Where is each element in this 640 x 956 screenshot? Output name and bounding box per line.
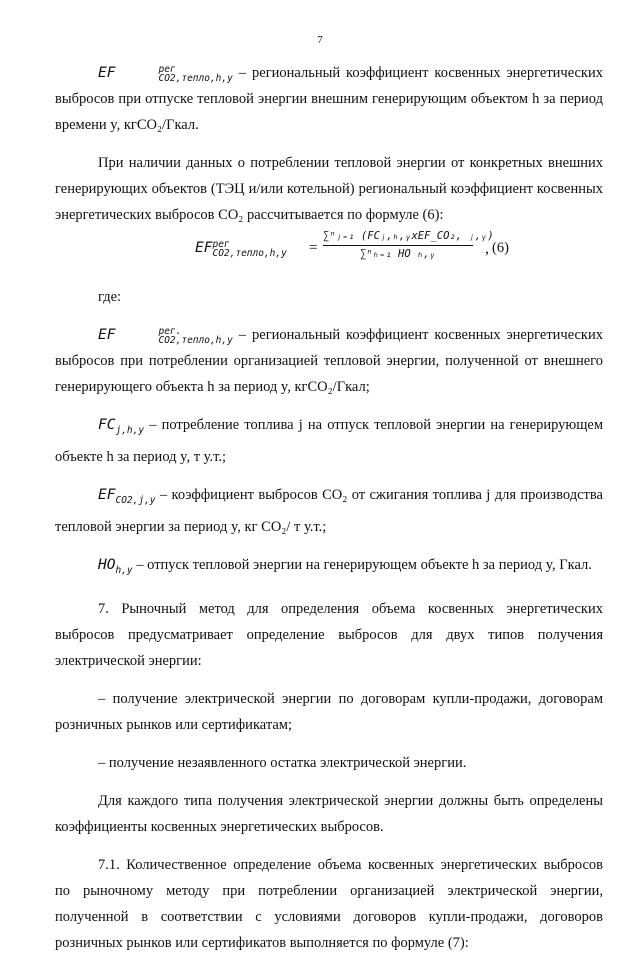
- page-number: 7: [317, 34, 323, 46]
- definition-ho: $HO_{h,y}$ – отпуск тепловой энергии на генерирующем объекте h за период y, Гкал.: [98, 556, 592, 576]
- bullet-residual: – получение незаявленного остатка электрической энергии.: [98, 754, 467, 771]
- paragraph-7-1: 7.1. Количественное определение объема косвенных энергетических выбросов по рыночному методу при потреблении организацией электрической энергии, полученной в соответствии с условиями договоров купли-продажи, договоров розничных рынков или сертификатов выполняется по формуле (7):: [55, 856, 603, 951]
- symbol-ef-regional-2: EF рег. CO2,тепло,h,y: [98, 326, 233, 346]
- formula-lhs: EF рег CO2,тепло,h,y: [195, 239, 287, 259]
- paragraph-each-type: Для каждого типа получения электрической энергии должны быть определены коэффициенты косвенных энергетических выбросов.: [55, 792, 603, 835]
- formula-number: (6): [492, 240, 509, 256]
- definition-fc: $FC_{j,h,y}$ – потребление топлива j на отпуск тепловой энергии на генерирующем объекте h за период y, т у.т.;: [55, 417, 603, 465]
- formula-denominator: ∑ⁿₕ₌₁ HO ₕ,ᵧ: [360, 248, 436, 260]
- symbol-ho: $HO_{h,y}$: [98, 556, 133, 576]
- definition-ef-regional-consumption: EF рег. CO2,тепло,h,y – региональный коэффициент косвенных энергетических выбросов при потреблении организацией тепловой энергии, полученной от внешнего генерирующего объекта h за период y, кгCO₂/Гкал;: [55, 326, 603, 395]
- paragraph-intro: При наличии данных о потреблении тепловой энергии от конкретных внешних генерирующих объектов (ТЭЦ и/или котельной) региональный коэффициент косвенных энергетических выбросов CO₂ рассчитывается по формуле (6):: [55, 155, 603, 223]
- bullet-contracts: – получение электрической энергии по договорам купли-продажи, договорам розничных рынков или сертификатам;: [55, 690, 603, 733]
- definition-ef-regional-heat: EF рег CO2,тепло,h,y – региональный коэффициент косвенных энергетических выбросов при отпуске тепловой энергии внешним генерирующим объектом h за период времени y, кгCO₂/Гкал.: [55, 64, 603, 133]
- where-label: где:: [98, 289, 122, 305]
- symbol-fc: $FC_{j,h,y}$: [98, 417, 145, 436]
- symbol-ef-co2: $EF_{CO2,j,y}$: [98, 486, 156, 506]
- paragraph-7: 7. Рыночный метод для определения объема косвенных энергетических выбросов предусматривает определение выбросов для двух типов получения электрической энергии:: [55, 600, 603, 669]
- symbol-ef-regional: EF рег CO2,тепло,h,y: [98, 64, 233, 84]
- formula-comma: ,: [485, 240, 489, 257]
- formula-equals: =: [309, 240, 318, 256]
- formula-numerator: ∑ⁿⱼ₌₁ (FCⱼ,ₕ,ᵧxEF_CO₂, ⱼ,ᵧ): [323, 230, 473, 246]
- formula-fraction: [323, 230, 494, 261]
- definition-ef-co2: $EF_{CO2,j,y}$ – коэффициент выбросов CO₂ от сжигания топлива j для производства тепловой энергии за период y, кг CO₂/ т у.т.;: [55, 486, 603, 535]
- document-body: [55, 60, 603, 956]
- formula-6: [55, 230, 603, 276]
